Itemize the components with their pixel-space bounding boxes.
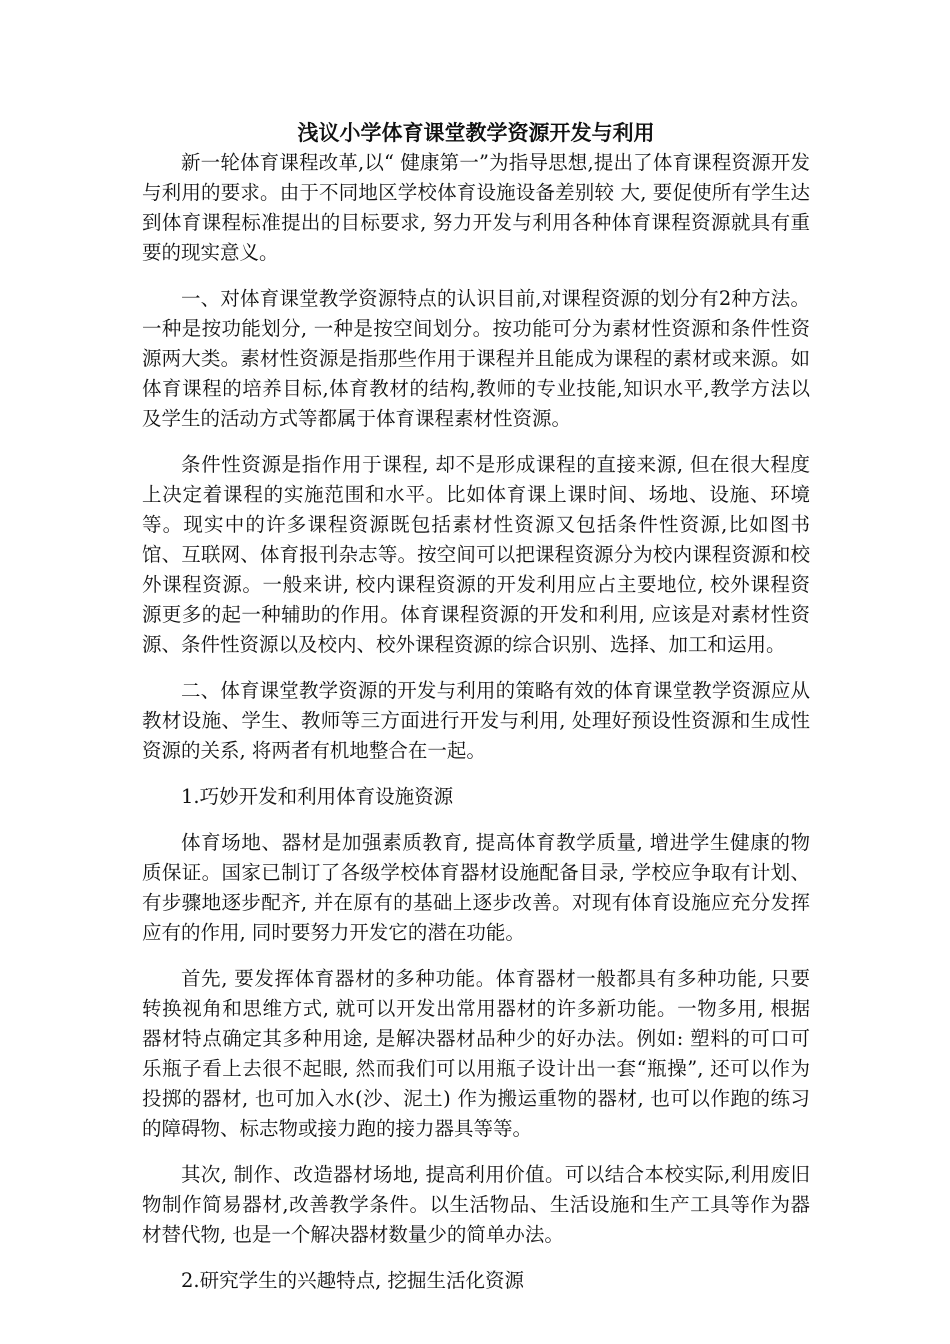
paragraph-section-1: 一、对体育课堂教学资源特点的认识目前,对课程资源的划分有2种方法。一种是按功能划分, 一种是按空间划分。按功能可分为素材性资源和条件性资源两大类。素材性资源是指那些作用于课程并且能成为课程的素材或来源。如体育课程的培养目标,体育教材的结构,教师的专业技能,知识水平,教学方法以及学生的活动方式等都属于体育课程素材性资源。 xyxy=(142,287,810,430)
subheading-1: 1.巧妙开发和利用体育设施资源 xyxy=(181,785,454,808)
paragraph-intro: 新一轮体育课程改革,以“ 健康第一”为指导思想,提出了体育课程资源开发与利用的要求。由于不同地区学校体育设施设备差别较 大, 要促使所有学生达到体育课程标准提出的目标要求, 努力开发与利用各种体育课程资源就具有重要的现实意义。 xyxy=(142,151,810,264)
paragraph-conditional-resources: 条件性资源是指作用于课程, 却不是形成课程的直接来源, 但在很大程度上决定着课程的实施范围和水平。比如体育课上课时间、场地、设施、环境等。现实中的许多课程资源既包括素材性资源又包括条件性资源,比如图书馆、互联网、体育报刊杂志等。按空间可以把课程资源分为校内课程资源和校外课程资源。一般来讲, 校内课程资源的开发利用应占主要地位, 校外课程资源更多的起一种辅助的作用。体育课程资源的开发和利用, 应该是对素材性资源、条件性资源以及校内、校外课程资源的综合识别、选择、加工和运用。 xyxy=(142,453,810,656)
paragraph-facilities: 体育场地、器材是加强素质教育, 提高体育教学质量, 增进学生健康的物质保证。国家已制订了各级学校体育器材设施配备目录, 学校应争取有计划、有步骤地逐步配齐, 并在原有的基础上逐步改善。对现有体育设施应充分发挥应有的作用, 同时要努力开发它的潜在功能。 xyxy=(142,831,810,944)
document-title: 浅议小学体育课堂教学资源开发与利用 xyxy=(297,120,655,145)
paragraph-second-point: 其次, 制作、改造器材场地, 提高利用价值。可以结合本校实际,利用废旧物制作简易器材,改善教学条件。以生活物品、生活设施和生产工具等作为器材替代物, 也是一个解决器材数量少的简单办法。 xyxy=(142,1163,810,1246)
subheading-2: 2.研究学生的兴趣特点, 挖掘生活化资源 xyxy=(181,1269,525,1292)
document-body xyxy=(142,118,810,1312)
paragraph-section-2: 二、体育课堂教学资源的开发与利用的策略有效的体育课堂教学资源应从教材设施、学生、教师等三方面进行开发与利用, 处理好预设性资源和生成性资源的关系, 将两者有机地整合在一起。 xyxy=(142,679,810,762)
paragraph-first-point: 首先, 要发挥体育器材的多种功能。体育器材一般都具有多种功能, 只要转换视角和思维方式, 就可以开发出常用器材的许多新功能。一物多用, 根据器材特点确定其多种用途, 是解决器材品种少的好办法。例如: 塑料的可口可乐瓶子看上去很不起眼, 然而我们可以用瓶子设计出一套“瓶操”, 还可以作为投掷的器材, 也可加入水(沙、泥土) 作为搬运重物的器材, 也可以作跑的练习的障碍物、标志物或接力跑的接力器具等等。 xyxy=(142,967,810,1140)
